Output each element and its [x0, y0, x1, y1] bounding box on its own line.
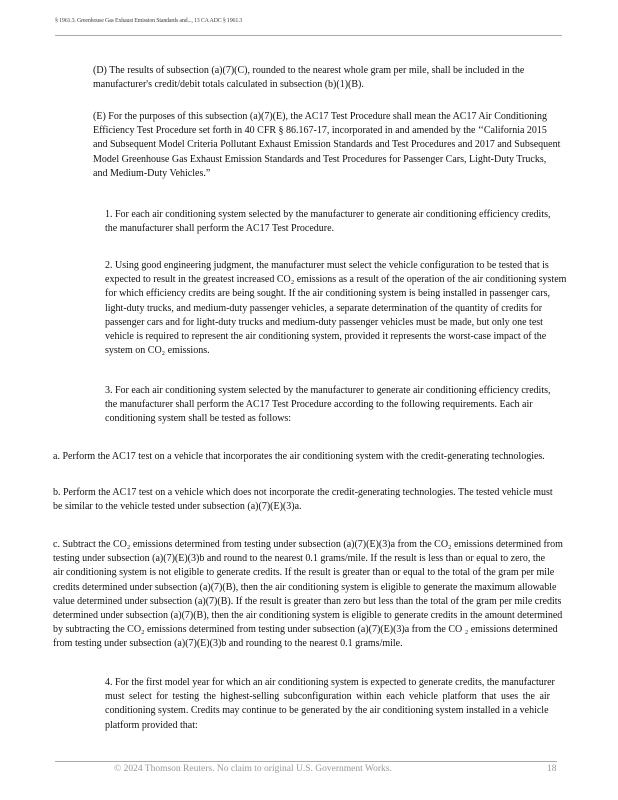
- running-header: § 1961.3. Greenhouse Gas Exhaust Emission Standards and..., 13 CA ADC § 1961.3: [55, 18, 243, 24]
- text-line: Efficiency Test Procedure set forth in 40 CFR § 86.167-17, incorporated in and amended by the ‘‘California 2015: [93, 125, 547, 137]
- text-line: 4. For the first model year for which an air conditioning system is expected to generate credits, the manufacturer: [105, 677, 555, 688]
- text-line: must select for testing the highest-selling subconfiguration within each vehicle platform that uses the air: [105, 691, 550, 703]
- header-divider: [55, 35, 562, 36]
- paragraph-3: [105, 384, 551, 427]
- text-line: be similar to the vehicle tested under subsection (a)(7)(E)(3)a.: [53, 501, 302, 513]
- text-line: platform provided that:: [105, 719, 198, 731]
- text-line: manufacturer's credit/debit totals calculated in subsection (b)(1)(B).: [93, 79, 364, 91]
- page-number: 18: [547, 764, 557, 774]
- text-line: expected to result in the greatest increased CO₂ emissions as a result of the operation of the air conditioning system: [105, 274, 567, 286]
- text-line: for which efficiency credits are being sought. If the air conditioning system is being installed in passenger cars,: [105, 288, 550, 300]
- paragraph-b: [53, 486, 553, 514]
- text-line: 3. For each air conditioning system selected by the manufacturer to generate air conditioning efficiency credits,: [105, 385, 551, 396]
- text-line: from testing under subsection (a)(7)(E)(3)b and rounding to the nearest 0.1 grams/mile.: [53, 638, 403, 650]
- paragraph-1: [105, 208, 551, 236]
- footer-copyright: © 2024 Thomson Reuters. No claim to original U.S. Government Works.: [114, 764, 392, 774]
- paragraph-2: [105, 259, 566, 358]
- text-line: 2. Using good engineering judgment, the manufacturer must select the vehicle configuration to be tested that is: [105, 260, 549, 271]
- paragraph-d: [93, 64, 524, 92]
- text-line: testing under subsection (a)(7)(E)(3)b and round to the nearest 0.1 grams/mile. If the result is less than or equal to zero, the: [53, 553, 546, 565]
- text-line: by subtracting the CO₂ emissions determined from testing under subsection (a)(7)(E)(3)a from the CO ₂ emissions determined: [53, 624, 558, 636]
- text-line: system on CO₂ emissions.: [105, 345, 210, 357]
- text-line: credits determined under subsection (a)(7)(B), then the air conditioning system is eligible to generate the maximum allowable: [53, 581, 557, 593]
- text-line: and Medium-Duty Vehicles.”: [93, 167, 211, 179]
- text-line: c. Subtract the CO₂ emissions determined from testing under subsection (a)(7)(E)(3)a from the CO₂ emissions determined from: [53, 539, 563, 550]
- text-line: the manufacturer shall perform the AC17 Test Procedure according to the following requirements. Each air: [105, 399, 533, 411]
- text-line: air conditioning system is not eligible to generate credits. If the result is greater than or equal to the total of the gram per mile: [53, 567, 555, 579]
- text-line: conditioning system. Credits may continue to be generated by the air conditioning system installed in a vehicle: [105, 705, 549, 717]
- text-line: 1. For each air conditioning system selected by the manufacturer to generate air conditioning efficiency credits,: [105, 209, 551, 220]
- paragraph-4: [105, 676, 555, 733]
- text-line: value determined under subsection (a)(7)(B). If the result is greater than zero but less than the total of the gram per mile credits: [53, 595, 562, 607]
- paragraph-c: [53, 538, 563, 652]
- text-line: and Subsequent Model Criteria Pollutant Exhaust Emission Standards and Test Procedures and 2017 and Subsequent: [93, 139, 561, 151]
- paragraph-e: [93, 110, 560, 181]
- text-line: light-duty trucks, and medium-duty passenger vehicles, a separate determination of the quantity of credits for: [105, 302, 543, 314]
- text-line: determined under subsection (a)(7)(B), then the air conditioning system is eligible to generate credits in the amount determined: [53, 609, 563, 621]
- paragraph-a: [53, 450, 545, 464]
- text-line: (E) For the purposes of this subsection (a)(7)(E), the AC17 Test Procedure shall mean the AC17 Air Conditioning: [93, 111, 548, 122]
- text-line: Model Greenhouse Gas Exhaust Emission Standards and Test Procedures for Passenger Cars, Light-Duty Trucks,: [93, 153, 547, 165]
- text-line: the manufacturer shall perform the AC17 Test Procedure.: [105, 223, 335, 235]
- text-line: passenger cars and for light-duty trucks and medium-duty passenger vehicles must be made, but only one test: [105, 316, 543, 328]
- text-line: b. Perform the AC17 test on a vehicle which does not incorporate the credit-generating technologies. The tested vehicle must: [53, 487, 553, 498]
- text-line: conditioning system shall be tested as follows:: [105, 413, 292, 425]
- text-line: a. Perform the AC17 test on a vehicle that incorporates the air conditioning system with the credit-generating technologies.: [53, 451, 545, 462]
- text-line: vehicle is required to represent the air conditioning system, provided it represents the worst-case impact of the: [105, 330, 547, 342]
- footer-divider: [55, 761, 557, 762]
- text-line: (D) The results of subsection (a)(7)(C), rounded to the nearest whole gram per mile, shall be included in the: [93, 65, 525, 76]
